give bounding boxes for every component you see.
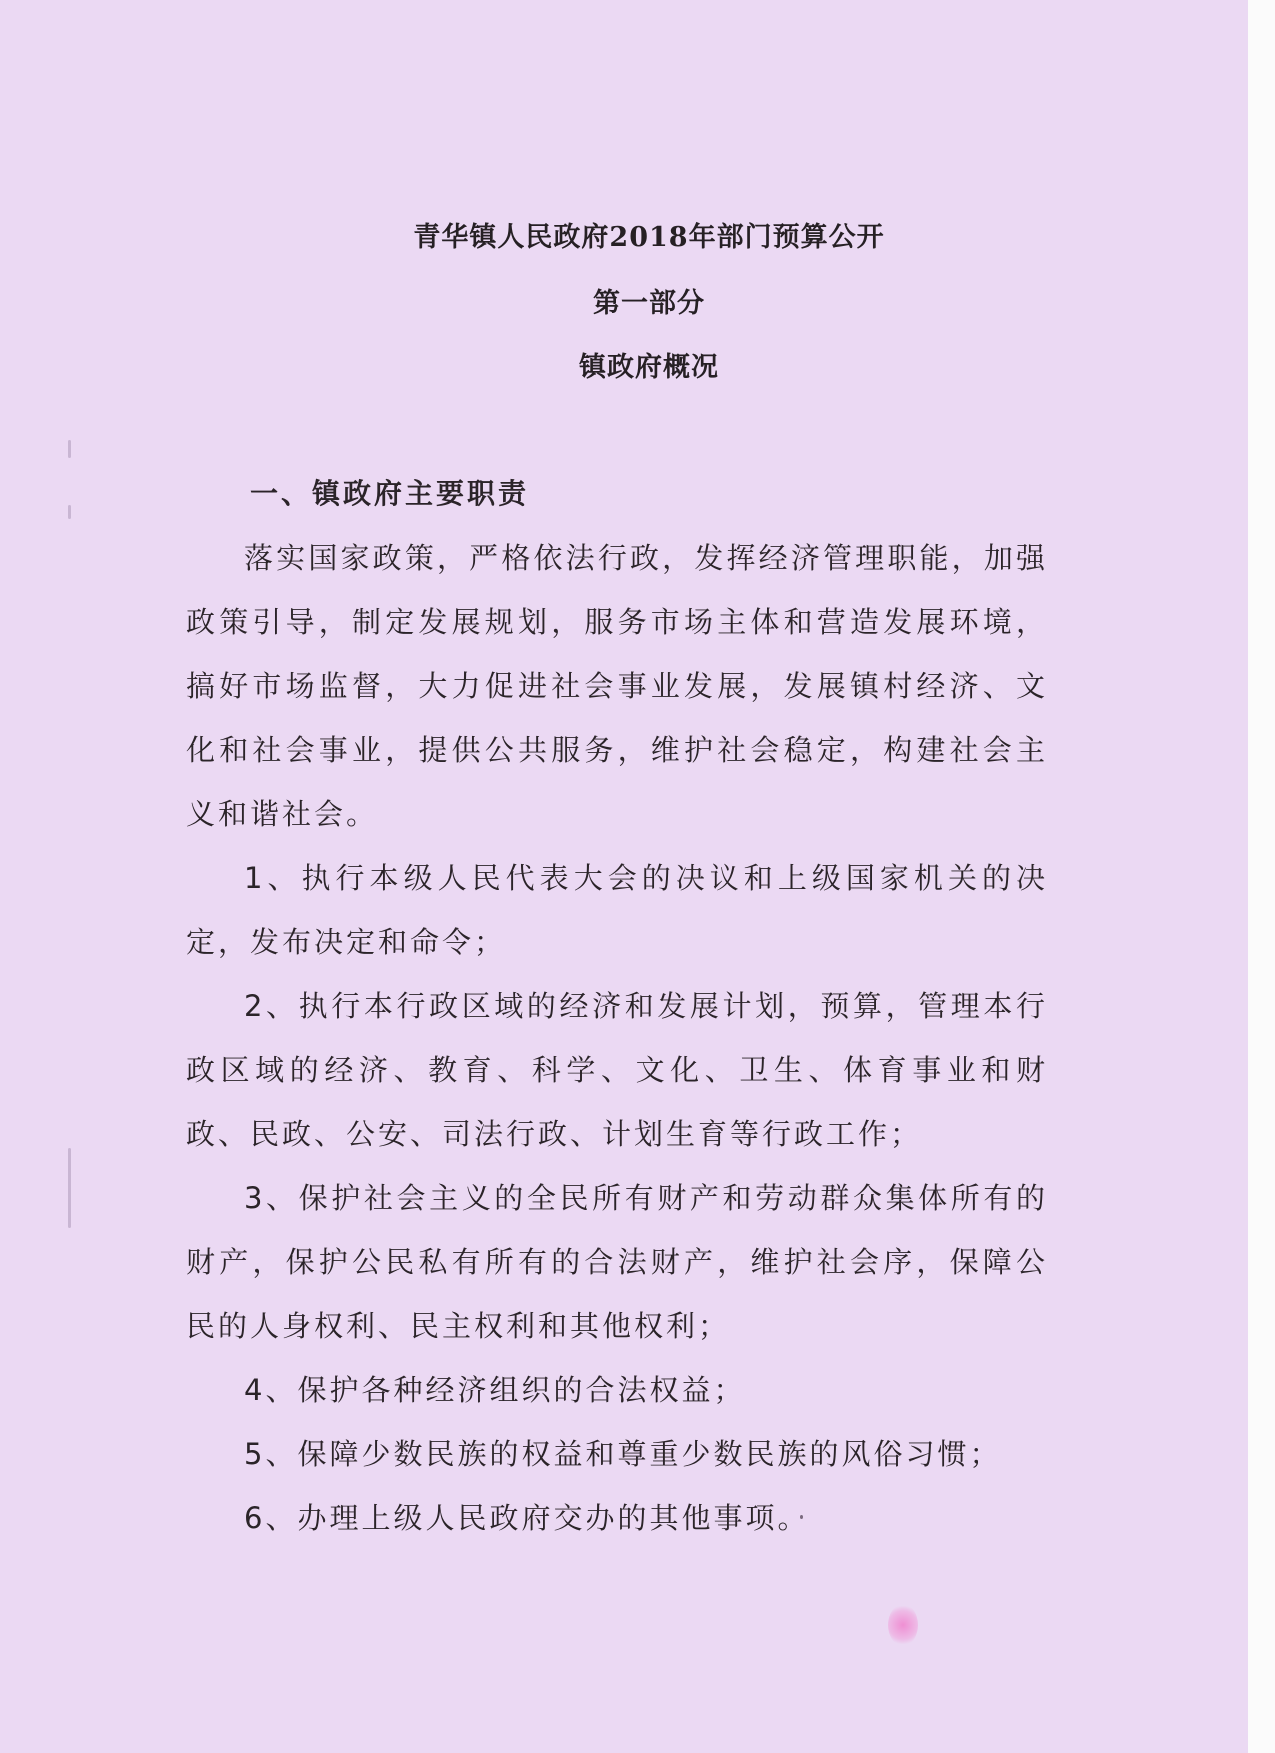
subtitle-heading: 镇政府概况 bbox=[579, 352, 719, 383]
section-heading: 一、镇政府主要职责 bbox=[250, 477, 530, 510]
pink-ink-smudge bbox=[888, 1604, 918, 1646]
binding-hole-mark bbox=[68, 440, 71, 458]
intro-paragraph: 落实国家政策，严格依法行政，发挥经济管理职能，加强政策引导，制定发展规划，服务市场主体和营造发展环境，搞好市场监督，大力促进社会事业发展，发展镇村经济、文化和社会事业，提供公共服务，维护社会稳定，构建社会主义和谐社会。 bbox=[186, 541, 1048, 831]
duty-item-6: 6、办理上级人民政府交办的其他事项。 bbox=[244, 1501, 810, 1535]
binding-hole-mark bbox=[68, 1148, 71, 1228]
part-heading: 第一部分 bbox=[593, 288, 705, 319]
binding-hole-mark bbox=[68, 505, 71, 519]
duty-item-1: 1、执行本级人民代表大会的决议和上级国家机关的决定，发布决定和命令； bbox=[186, 861, 1048, 959]
duty-item-5: 5、保障少数民族的权益和尊重少数民族的风俗习惯； bbox=[244, 1437, 1002, 1471]
document-title: 青华镇人民政府2018年部门预算公开 bbox=[413, 222, 885, 253]
duty-item-3: 3、保护社会主义的全民所有财产和劳动群众集体所有的财产，保护公民私有所有的合法财产，维护社会序，保障公民的人身权利、民主权利和其他权利； bbox=[186, 1181, 1048, 1343]
duty-item-4: 4、保护各种经济组织的合法权益； bbox=[244, 1373, 746, 1407]
duty-item-2: 2、执行本行政区域的经济和发展计划，预算，管理本行政区域的经济、教育、科学、文化、卫生、体育事业和财政、民政、公安、司法行政、计划生育等行政工作； bbox=[186, 989, 1048, 1151]
body-text bbox=[186, 526, 1048, 1550]
